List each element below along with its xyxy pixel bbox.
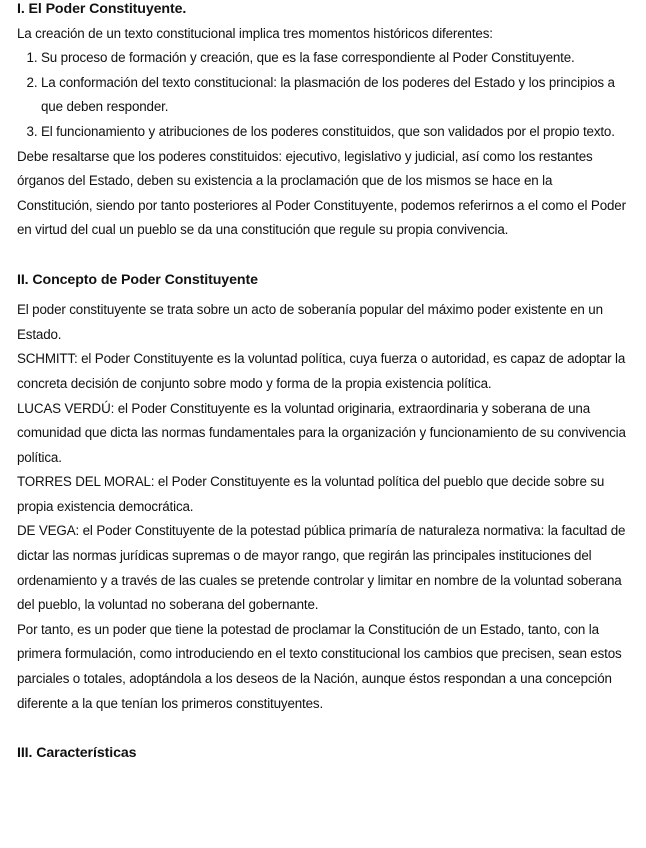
section-intro: La creación de un texto constitucional implica tres momentos históricos diferentes: [17,25,493,41]
document-body [17,0,631,765]
section-paragraph: LUCAS VERDÚ: el Poder Constituyente es la voluntad originaria, extraordinaria y soberana de una comunidad que dicta las normas fundamentales para la organización y funcionamiento de su convivencia política. [17,400,626,465]
section-2 [17,268,631,717]
section-heading: II. Concepto de Poder Constituyente [17,271,258,288]
spacer [17,243,631,268]
section-paragraph: TORRES DEL MORAL: el Poder Constituyente es la voluntad política del pueblo que decide sobre su propia existencia democrática. [17,474,605,514]
spacer [17,716,631,741]
section-paragraph: Debe resaltarse que los poderes constituidos: ejecutivo, legislativo y judicial, así como los restantes órganos del Estado, deben su existencia a la proclamación que de los mismos se hace en la Constitución, siendo por tanto posteriores al Poder Constituyente, podemos referirnos a el como el Poder en virtud del cual un pueblo se da una constitución que regule su propia convivencia. [17,148,626,238]
section-heading: I. El Poder Constituyente. [17,1,187,17]
section-paragraph: Por tanto, es un poder que tiene la potestad de proclamar la Constitución de un Estado, tanto, con la primera formulación, como introduciendo en el texto constitucional los cambios que precisen, sean estos parciales o totales, adoptándola a los deseos de la Nación, aunque éstos respondan a una concepción diferente a la que tenían los primeros constituyentes. [17,621,622,711]
section-heading: III. Características [17,744,137,761]
list-item: 1. Su proceso de formación y creación, que es la fase correspondiente al Poder Constituyente. [41,46,631,71]
list-item: 2. La conformación del texto constitucional: la plasmación de los poderes del Estado y los principios a que deben responder. [41,71,631,120]
section-paragraph: SCHMITT: el Poder Constituyente es la voluntad política, cuya fuerza o autoridad, es capaz de adoptar la concreta decisión de conjunto sobre modo y forma de la propia existencia política. [17,351,626,391]
section-paragraph: DE VEGA: el Poder Constituyente de la potestad pública primaría de naturaleza normativa: la facultad de dictar las normas jurídicas supremas o de mayor rango, que regirán las principales instituciones del ordenamiento y a través de las cuales se pretende controlar y limitar en nombre de la voluntad soberana del pueblo, la voluntad no soberana del gobernante. [17,523,626,613]
list-item: 3. El funcionamiento y atribuciones de los poderes constituidos, que son validados por el propio texto. [41,120,631,145]
numbered-list [17,46,631,144]
section-paragraph: El poder constituyente se trata sobre un acto de soberanía popular del máximo poder existente en un Estado. [17,302,603,342]
section-1 [17,0,631,243]
section-3 [17,741,631,766]
